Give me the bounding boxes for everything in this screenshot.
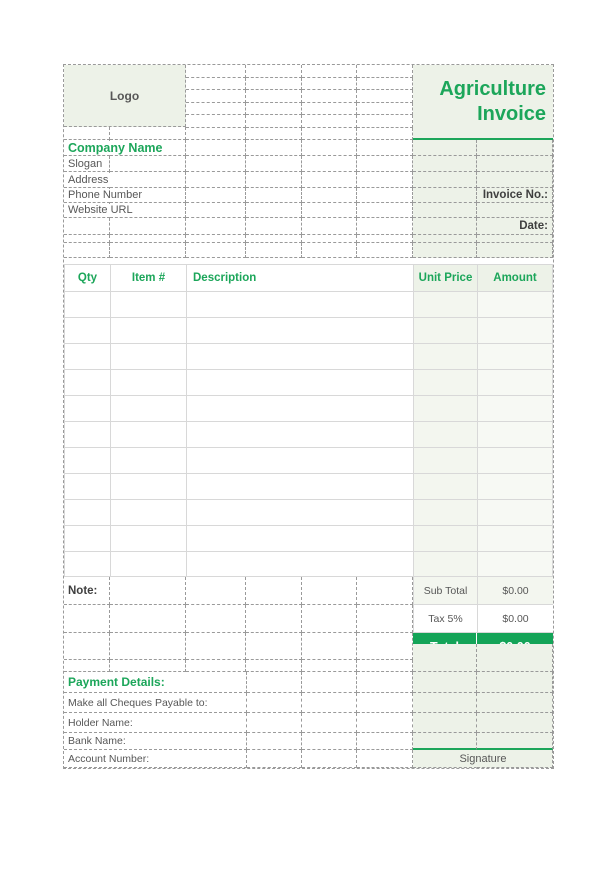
grid-cell[interactable] xyxy=(64,218,110,235)
item-cell[interactable] xyxy=(414,396,478,422)
item-cell[interactable] xyxy=(478,370,553,396)
payment-cell[interactable] xyxy=(357,733,413,750)
item-cell[interactable] xyxy=(414,370,478,396)
grid-cell[interactable] xyxy=(246,103,302,116)
payment-cell[interactable] xyxy=(302,733,357,750)
payment-cell[interactable] xyxy=(413,693,477,713)
grid-cell[interactable] xyxy=(477,644,553,672)
note-cell[interactable] xyxy=(64,633,110,660)
item-cell[interactable] xyxy=(187,370,414,396)
tax-value[interactable]: $0.00 xyxy=(502,612,529,625)
grid-cell[interactable] xyxy=(477,243,553,258)
logo-label: Logo xyxy=(109,88,140,103)
subtotal-value[interactable]: $0.00 xyxy=(502,584,529,597)
grid-cell[interactable] xyxy=(186,65,246,78)
item-cell[interactable] xyxy=(65,552,111,577)
col-header-item: Item # xyxy=(111,265,187,292)
note-cell[interactable] xyxy=(64,605,110,633)
grid-cell[interactable] xyxy=(186,172,246,188)
col-header-qty: Qty xyxy=(65,265,111,292)
grid-cell[interactable] xyxy=(186,78,246,91)
header-grid-left xyxy=(64,127,186,140)
payment-cell[interactable] xyxy=(413,672,477,693)
item-cell[interactable] xyxy=(111,500,187,526)
signature-label: Signature xyxy=(459,753,507,765)
grid-cell[interactable] xyxy=(186,140,246,156)
payment-cell[interactable] xyxy=(302,693,357,713)
grid-cell[interactable] xyxy=(302,115,357,128)
grid-cell[interactable] xyxy=(357,235,413,243)
grid-cell[interactable] xyxy=(246,128,302,141)
subtotal-label: Sub Total xyxy=(414,577,478,604)
item-cell[interactable] xyxy=(414,448,478,474)
date-label[interactable]: Date: xyxy=(515,219,552,234)
grid-cell[interactable] xyxy=(357,128,413,141)
note-label: Note: xyxy=(66,578,102,604)
note-cell[interactable] xyxy=(357,605,413,633)
grid-cell[interactable] xyxy=(186,90,246,103)
item-cell[interactable] xyxy=(65,318,111,344)
payment-details-title: Payment Details: xyxy=(66,673,170,692)
item-cell[interactable] xyxy=(111,552,187,577)
payment-cell[interactable] xyxy=(247,750,302,768)
items-table xyxy=(64,264,553,577)
payment-cell[interactable] xyxy=(247,672,302,693)
item-cell[interactable] xyxy=(187,318,414,344)
note-cell[interactable] xyxy=(302,605,357,633)
item-cell[interactable] xyxy=(414,344,478,370)
grid-cell[interactable] xyxy=(357,140,413,156)
item-cell[interactable] xyxy=(478,474,553,500)
subtotal-row xyxy=(413,577,553,605)
item-cell[interactable] xyxy=(111,396,187,422)
grid-cell[interactable] xyxy=(302,78,357,91)
payment-cell[interactable] xyxy=(247,713,302,733)
item-cell[interactable] xyxy=(65,396,111,422)
grid-cell[interactable] xyxy=(110,218,186,235)
invoice-sheet xyxy=(63,64,554,769)
grid-cell[interactable] xyxy=(413,218,477,235)
grid-cell[interactable] xyxy=(477,156,553,172)
note-area xyxy=(64,577,413,672)
invoice-title-block xyxy=(413,65,553,140)
grid-cell[interactable] xyxy=(413,243,477,258)
grid-cell[interactable] xyxy=(357,218,413,235)
item-cell[interactable] xyxy=(187,448,414,474)
item-cell[interactable] xyxy=(65,526,111,552)
grid-cell[interactable] xyxy=(186,115,246,128)
grid-cell[interactable] xyxy=(246,243,302,258)
grid-cell[interactable] xyxy=(246,65,302,78)
item-cell[interactable] xyxy=(414,552,478,577)
col-header-unit-price: Unit Price xyxy=(414,265,478,292)
grid-cell[interactable] xyxy=(246,90,302,103)
col-header-description: Description xyxy=(187,265,414,292)
note-cell[interactable] xyxy=(246,633,302,660)
grid-cell[interactable] xyxy=(302,140,357,156)
note-cell[interactable] xyxy=(186,605,246,633)
company-info-grid xyxy=(64,140,553,258)
cheques-payable-label[interactable]: Make all Cheques Payable to: xyxy=(66,694,213,712)
grid-cell[interactable] xyxy=(186,243,246,258)
grid-cell[interactable] xyxy=(357,243,413,258)
item-cell[interactable] xyxy=(478,422,553,448)
grid-cell[interactable] xyxy=(110,172,186,188)
grid-cell[interactable] xyxy=(186,203,246,218)
grid-cell[interactable] xyxy=(302,188,357,203)
holder-name-label[interactable]: Holder Name: xyxy=(66,714,138,732)
invoice-title-line2: Invoice xyxy=(477,102,546,125)
grid-cell[interactable] xyxy=(246,115,302,128)
invoice-title-line1: Agriculture xyxy=(439,77,546,100)
grid-cell[interactable] xyxy=(186,128,246,141)
grid-cell[interactable] xyxy=(357,172,413,188)
note-cell[interactable] xyxy=(110,633,186,660)
payment-cell[interactable] xyxy=(247,693,302,713)
grid-cell[interactable] xyxy=(246,140,302,156)
grid-cell[interactable] xyxy=(246,172,302,188)
note-cell[interactable] xyxy=(357,633,413,660)
item-cell[interactable] xyxy=(187,292,414,318)
item-cell[interactable] xyxy=(111,448,187,474)
item-cell[interactable] xyxy=(187,500,414,526)
grid-cell[interactable] xyxy=(110,156,186,172)
payment-cell[interactable] xyxy=(413,733,477,750)
payment-cell[interactable] xyxy=(302,750,357,768)
grid-cell[interactable] xyxy=(357,103,413,116)
note-cell[interactable] xyxy=(110,605,186,633)
grid-cell[interactable] xyxy=(357,90,413,103)
company-name[interactable]: Company Name xyxy=(66,141,167,155)
grid-cell[interactable] xyxy=(357,115,413,128)
grid-cell[interactable] xyxy=(186,235,246,243)
grid-cell[interactable] xyxy=(357,78,413,91)
grid-cell[interactable] xyxy=(302,65,357,78)
item-cell[interactable] xyxy=(414,526,478,552)
item-cell[interactable] xyxy=(187,422,414,448)
grid-cell[interactable] xyxy=(64,243,110,258)
grid-cell[interactable] xyxy=(302,218,357,235)
item-cell[interactable] xyxy=(187,344,414,370)
grid-cell[interactable] xyxy=(246,235,302,243)
item-cell[interactable] xyxy=(478,448,553,474)
col-header-amount: Amount xyxy=(478,265,553,292)
summary-spacer-row xyxy=(413,644,553,672)
item-cell[interactable] xyxy=(111,370,187,396)
grid-cell[interactable] xyxy=(110,235,186,243)
item-cell[interactable] xyxy=(65,344,111,370)
grid-cell[interactable] xyxy=(413,172,477,188)
grid-cell[interactable] xyxy=(302,90,357,103)
invoice-number-label[interactable]: Invoice No.: xyxy=(479,189,552,202)
grid-cell[interactable] xyxy=(246,78,302,91)
note-cell[interactable] xyxy=(64,660,110,672)
item-cell[interactable] xyxy=(65,448,111,474)
item-cell[interactable] xyxy=(187,552,414,577)
item-cell[interactable] xyxy=(478,344,553,370)
logo-placeholder[interactable] xyxy=(64,65,186,127)
item-cell[interactable] xyxy=(478,318,553,344)
payment-cell[interactable] xyxy=(302,713,357,733)
note-cell[interactable] xyxy=(186,633,246,660)
grid-cell[interactable] xyxy=(186,156,246,172)
grid-cell[interactable] xyxy=(413,203,477,218)
item-cell[interactable] xyxy=(478,396,553,422)
grid-cell[interactable] xyxy=(110,127,186,140)
grid-cell[interactable] xyxy=(477,140,553,156)
header-grid-center xyxy=(186,65,413,140)
grid-cell[interactable] xyxy=(64,235,110,243)
grid-cell[interactable] xyxy=(302,243,357,258)
item-cell[interactable] xyxy=(187,396,414,422)
grid-cell[interactable] xyxy=(302,128,357,141)
note-cell[interactable] xyxy=(246,605,302,633)
payment-cell[interactable] xyxy=(477,693,553,713)
grid-cell[interactable] xyxy=(357,156,413,172)
grid-cell[interactable] xyxy=(302,156,357,172)
grid-cell[interactable] xyxy=(477,172,553,188)
payment-cell[interactable] xyxy=(357,750,413,768)
company-phone[interactable]: Phone Number xyxy=(66,189,147,202)
grid-cell[interactable] xyxy=(186,218,246,235)
item-cell[interactable] xyxy=(414,500,478,526)
payment-cell[interactable] xyxy=(357,693,413,713)
grid-cell[interactable] xyxy=(413,235,477,243)
item-cell[interactable] xyxy=(65,292,111,318)
item-cell[interactable] xyxy=(414,474,478,500)
note-cell[interactable] xyxy=(357,577,413,605)
grid-cell[interactable] xyxy=(186,188,246,203)
grid-cell[interactable] xyxy=(110,243,186,258)
item-cell[interactable] xyxy=(65,422,111,448)
grid-cell[interactable] xyxy=(357,65,413,78)
invoice-title xyxy=(439,77,546,127)
item-cell[interactable] xyxy=(65,370,111,396)
tax-row xyxy=(413,605,553,633)
item-cell[interactable] xyxy=(187,474,414,500)
account-number-label[interactable]: Account Number: xyxy=(66,751,154,767)
payment-details-grid xyxy=(64,672,553,768)
note-cell[interactable] xyxy=(110,660,186,672)
grid-cell[interactable] xyxy=(246,188,302,203)
item-cell[interactable] xyxy=(187,526,414,552)
grid-cell[interactable] xyxy=(413,188,477,203)
item-cell[interactable] xyxy=(111,474,187,500)
note-cell[interactable] xyxy=(302,577,357,605)
payment-cell[interactable] xyxy=(477,713,553,733)
item-cell[interactable] xyxy=(111,318,187,344)
item-cell[interactable] xyxy=(414,422,478,448)
grid-cell[interactable] xyxy=(302,172,357,188)
item-cell[interactable] xyxy=(111,422,187,448)
note-cell[interactable] xyxy=(110,577,186,605)
item-cell[interactable] xyxy=(111,292,187,318)
grid-cell[interactable] xyxy=(246,156,302,172)
company-address[interactable]: Address xyxy=(66,173,113,187)
note-cell[interactable] xyxy=(357,660,413,672)
grid-cell[interactable] xyxy=(246,218,302,235)
payment-cell[interactable] xyxy=(477,672,553,693)
grid-cell[interactable] xyxy=(357,188,413,203)
note-cell[interactable] xyxy=(246,660,302,672)
grid-cell[interactable] xyxy=(64,127,110,140)
item-cell[interactable] xyxy=(478,500,553,526)
note-cell[interactable] xyxy=(302,660,357,672)
grid-cell[interactable] xyxy=(413,156,477,172)
payment-cell[interactable] xyxy=(357,713,413,733)
note-cell[interactable] xyxy=(302,633,357,660)
payment-cell[interactable] xyxy=(477,733,553,750)
item-cell[interactable] xyxy=(111,344,187,370)
item-cell[interactable] xyxy=(478,526,553,552)
grid-cell[interactable] xyxy=(413,140,477,156)
grid-cell[interactable] xyxy=(302,103,357,116)
payment-cell[interactable] xyxy=(247,733,302,750)
note-cell[interactable] xyxy=(186,577,246,605)
tax-label: Tax 5% xyxy=(414,605,478,632)
company-website[interactable]: Website URL xyxy=(66,204,138,217)
note-cell[interactable] xyxy=(246,577,302,605)
item-cell[interactable] xyxy=(414,318,478,344)
payment-cell[interactable] xyxy=(302,672,357,693)
payment-cell[interactable] xyxy=(413,713,477,733)
item-cell[interactable] xyxy=(478,292,553,318)
grid-cell[interactable] xyxy=(302,235,357,243)
item-cell[interactable] xyxy=(65,474,111,500)
item-cell[interactable] xyxy=(478,552,553,577)
grid-cell[interactable] xyxy=(302,203,357,218)
grid-cell[interactable] xyxy=(357,203,413,218)
bank-name-label[interactable]: Bank Name: xyxy=(66,734,131,749)
grid-cell[interactable] xyxy=(477,203,553,218)
payment-cell[interactable] xyxy=(357,672,413,693)
note-cell[interactable] xyxy=(186,660,246,672)
grid-cell[interactable] xyxy=(246,203,302,218)
grid-cell[interactable] xyxy=(477,235,553,243)
company-slogan[interactable]: Slogan xyxy=(66,157,107,171)
item-cell[interactable] xyxy=(414,292,478,318)
grid-cell[interactable] xyxy=(413,644,477,672)
grid-cell[interactable] xyxy=(186,103,246,116)
item-cell[interactable] xyxy=(111,526,187,552)
item-cell[interactable] xyxy=(65,500,111,526)
